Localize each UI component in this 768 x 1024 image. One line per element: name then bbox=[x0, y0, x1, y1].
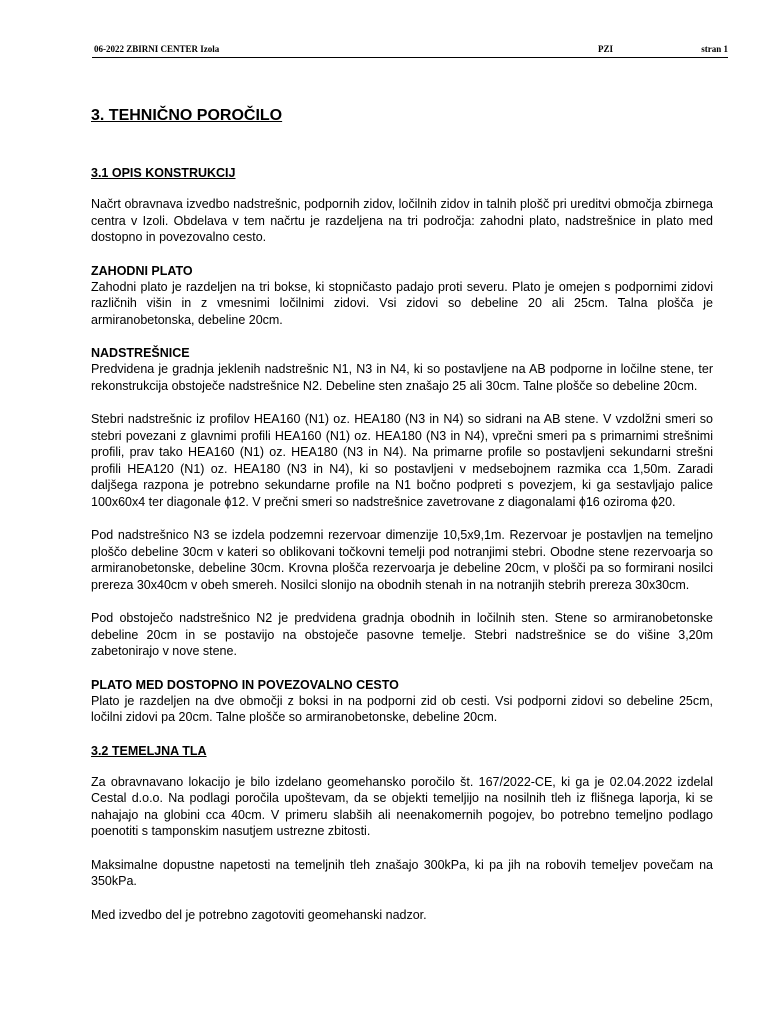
paragraph-nadstresnice-3: Pod nadstrešnico N3 se izdela podzemni rezervoar dimenzije 10,5x9,1m. Rezervoar je postavljen na temeljno ploščo debeline 30cm v kateri so oblikovani točkovni temelji pod notranjimi stebri. Obodne stene rezervoarja so armiranobetonske, debeline 30cm. Krovna plošča rezervoarja je debeline 20cm, v plošči pa so formirani nosilci prereza 30x40cm v obeh smereh. Nosilci slonijo na obodnih stenah in na notranjih stebrih prereza 30x30cm. bbox=[91, 528, 713, 592]
paragraph-nadstresnice-2: Stebri nadstrešnic iz profilov HEA160 (N1) oz. HEA180 (N3 in N4) so sidrani na AB stene. V vzdolžni smeri so stebri povezani z glavnimi profili HEA160 (N1) oz. HEA180 (N3 in N4), vprečni smeri pa s primarnimi strešnimi profili, prav tako HEA160 (N1) oz. HEA180 (N3 in N4). Na primarne profile so postavljeni sekundarni strešni profili HEA120 (N1) oz. HEA180 (N3 in N4), ki so postavljeni v medsebojnem razmika cca 1,50m. Zaradi daljšega razpona je potrebno sekundarne profile na N1 bočno podpreti s povezjem, ki ga sestavljajo palice 100x60x4 ter diagonale ϕ12. V prečni smeri so nadstrešnice zavetrovane z diagonalami ϕ16 oziroma ϕ20. bbox=[91, 412, 713, 509]
subheading-nadstresnice: NADSTREŠNICE bbox=[91, 346, 190, 360]
header-page-number: stran 1 bbox=[701, 44, 728, 54]
page-header bbox=[92, 43, 728, 58]
paragraph-nadstresnice-4: Pod obstoječo nadstrešnico N2 je predvidena gradnja obodnih in ločilnih sten. Stene so armiranobetonske debeline 20cm in se postavijo na obstoječe pasovne temelje. Stebri nadstrešnice se do višine 3,20m zabetonirajo v nove stene. bbox=[91, 611, 713, 658]
paragraph-temeljna-tla-1: Za obravnavano lokacijo je bilo izdelano geomehansko poročilo št. 167/2022-CE, ki ga je 02.04.2022 izdelal Cestal d.o.o. Na podlagi poročila upoštevam, da se objekti temeljijo na nosilnih tleh iz flišnega laporja, ki se nahajajo na globini cca 40cm. V primeru slabših ali neenakomernih pogojev, bo potrebno temeljno podlago poenotiti s tamponskim nasutjem ustrezne zbitosti. bbox=[91, 774, 713, 838]
header-phase: PZI bbox=[598, 44, 614, 54]
header-project: 06-2022 ZBIRNI CENTER Izola bbox=[94, 44, 220, 54]
paragraph-plato-med-cestama: Plato je razdeljen na dve območji z boksi in na podporni zid ob cesti. Vsi podporni zidovi so debeline 25cm, ločilni zidovi pa 20cm. Talne plošče so armiranobetonske, debeline 20cm. bbox=[91, 693, 713, 724]
paragraph-temeljna-tla-3: Med izvedbo del je potrebno zagotoviti geomehanski nadzor. bbox=[91, 907, 427, 922]
section-intro-paragraph: Načrt obravnava izvedbo nadstrešnic, podpornih zidov, ločilnih zidov in talnih plošč pri ureditvi območja zbirnega centra v Izoli. Obdelava v tem načrtu je razdeljena na tri področja: zahodni plato, nadstrešnice in plato med dostopno in povezovalno cesto. bbox=[91, 197, 713, 244]
paragraph-nadstresnice-1: Predvidena je gradnja jeklenih nadstrešnic N1, N3 in N4, ki so postavljene na AB podporne in ločilne stene, ter rekonstrukcija obstoječe nadstrešnice N2. Debeline sten znašajo 25 ali 30cm. Talne plošče so debeline 20cm. bbox=[91, 362, 713, 393]
document-body bbox=[91, 106, 713, 940]
paragraph-zahodni-plato: Zahodni plato je razdeljen na tri bokse, ki stopničasto padajo proti severu. Plato je omejen s podpornimi zidovi različnih višin in z vmesnimi ločilnimi zidovi. Vsi zidovi so debeline 20 ali 25cm. Talna plošča je armiranobetonska, debeline 20cm. bbox=[91, 279, 713, 327]
section-heading-temeljna-tla: 3.2 TEMELJNA TLA bbox=[91, 743, 207, 758]
paragraph-temeljna-tla-2: Maksimalne dopustne napetosti na temeljnih tleh znašajo 300kPa, ki pa jih na robovih temeljev povečam na 350kPa. bbox=[91, 857, 713, 888]
section-heading-opis: 3.1 OPIS KONSTRUKCIJ bbox=[91, 166, 236, 180]
subheading-plato-med-cestama: PLATO MED DOSTOPNO IN POVEZOVALNO CESTO bbox=[91, 677, 399, 692]
subheading-zahodni-plato: ZAHODNI PLATO bbox=[91, 263, 193, 278]
document-title: 3. TEHNIČNO POROČILO bbox=[91, 107, 283, 124]
